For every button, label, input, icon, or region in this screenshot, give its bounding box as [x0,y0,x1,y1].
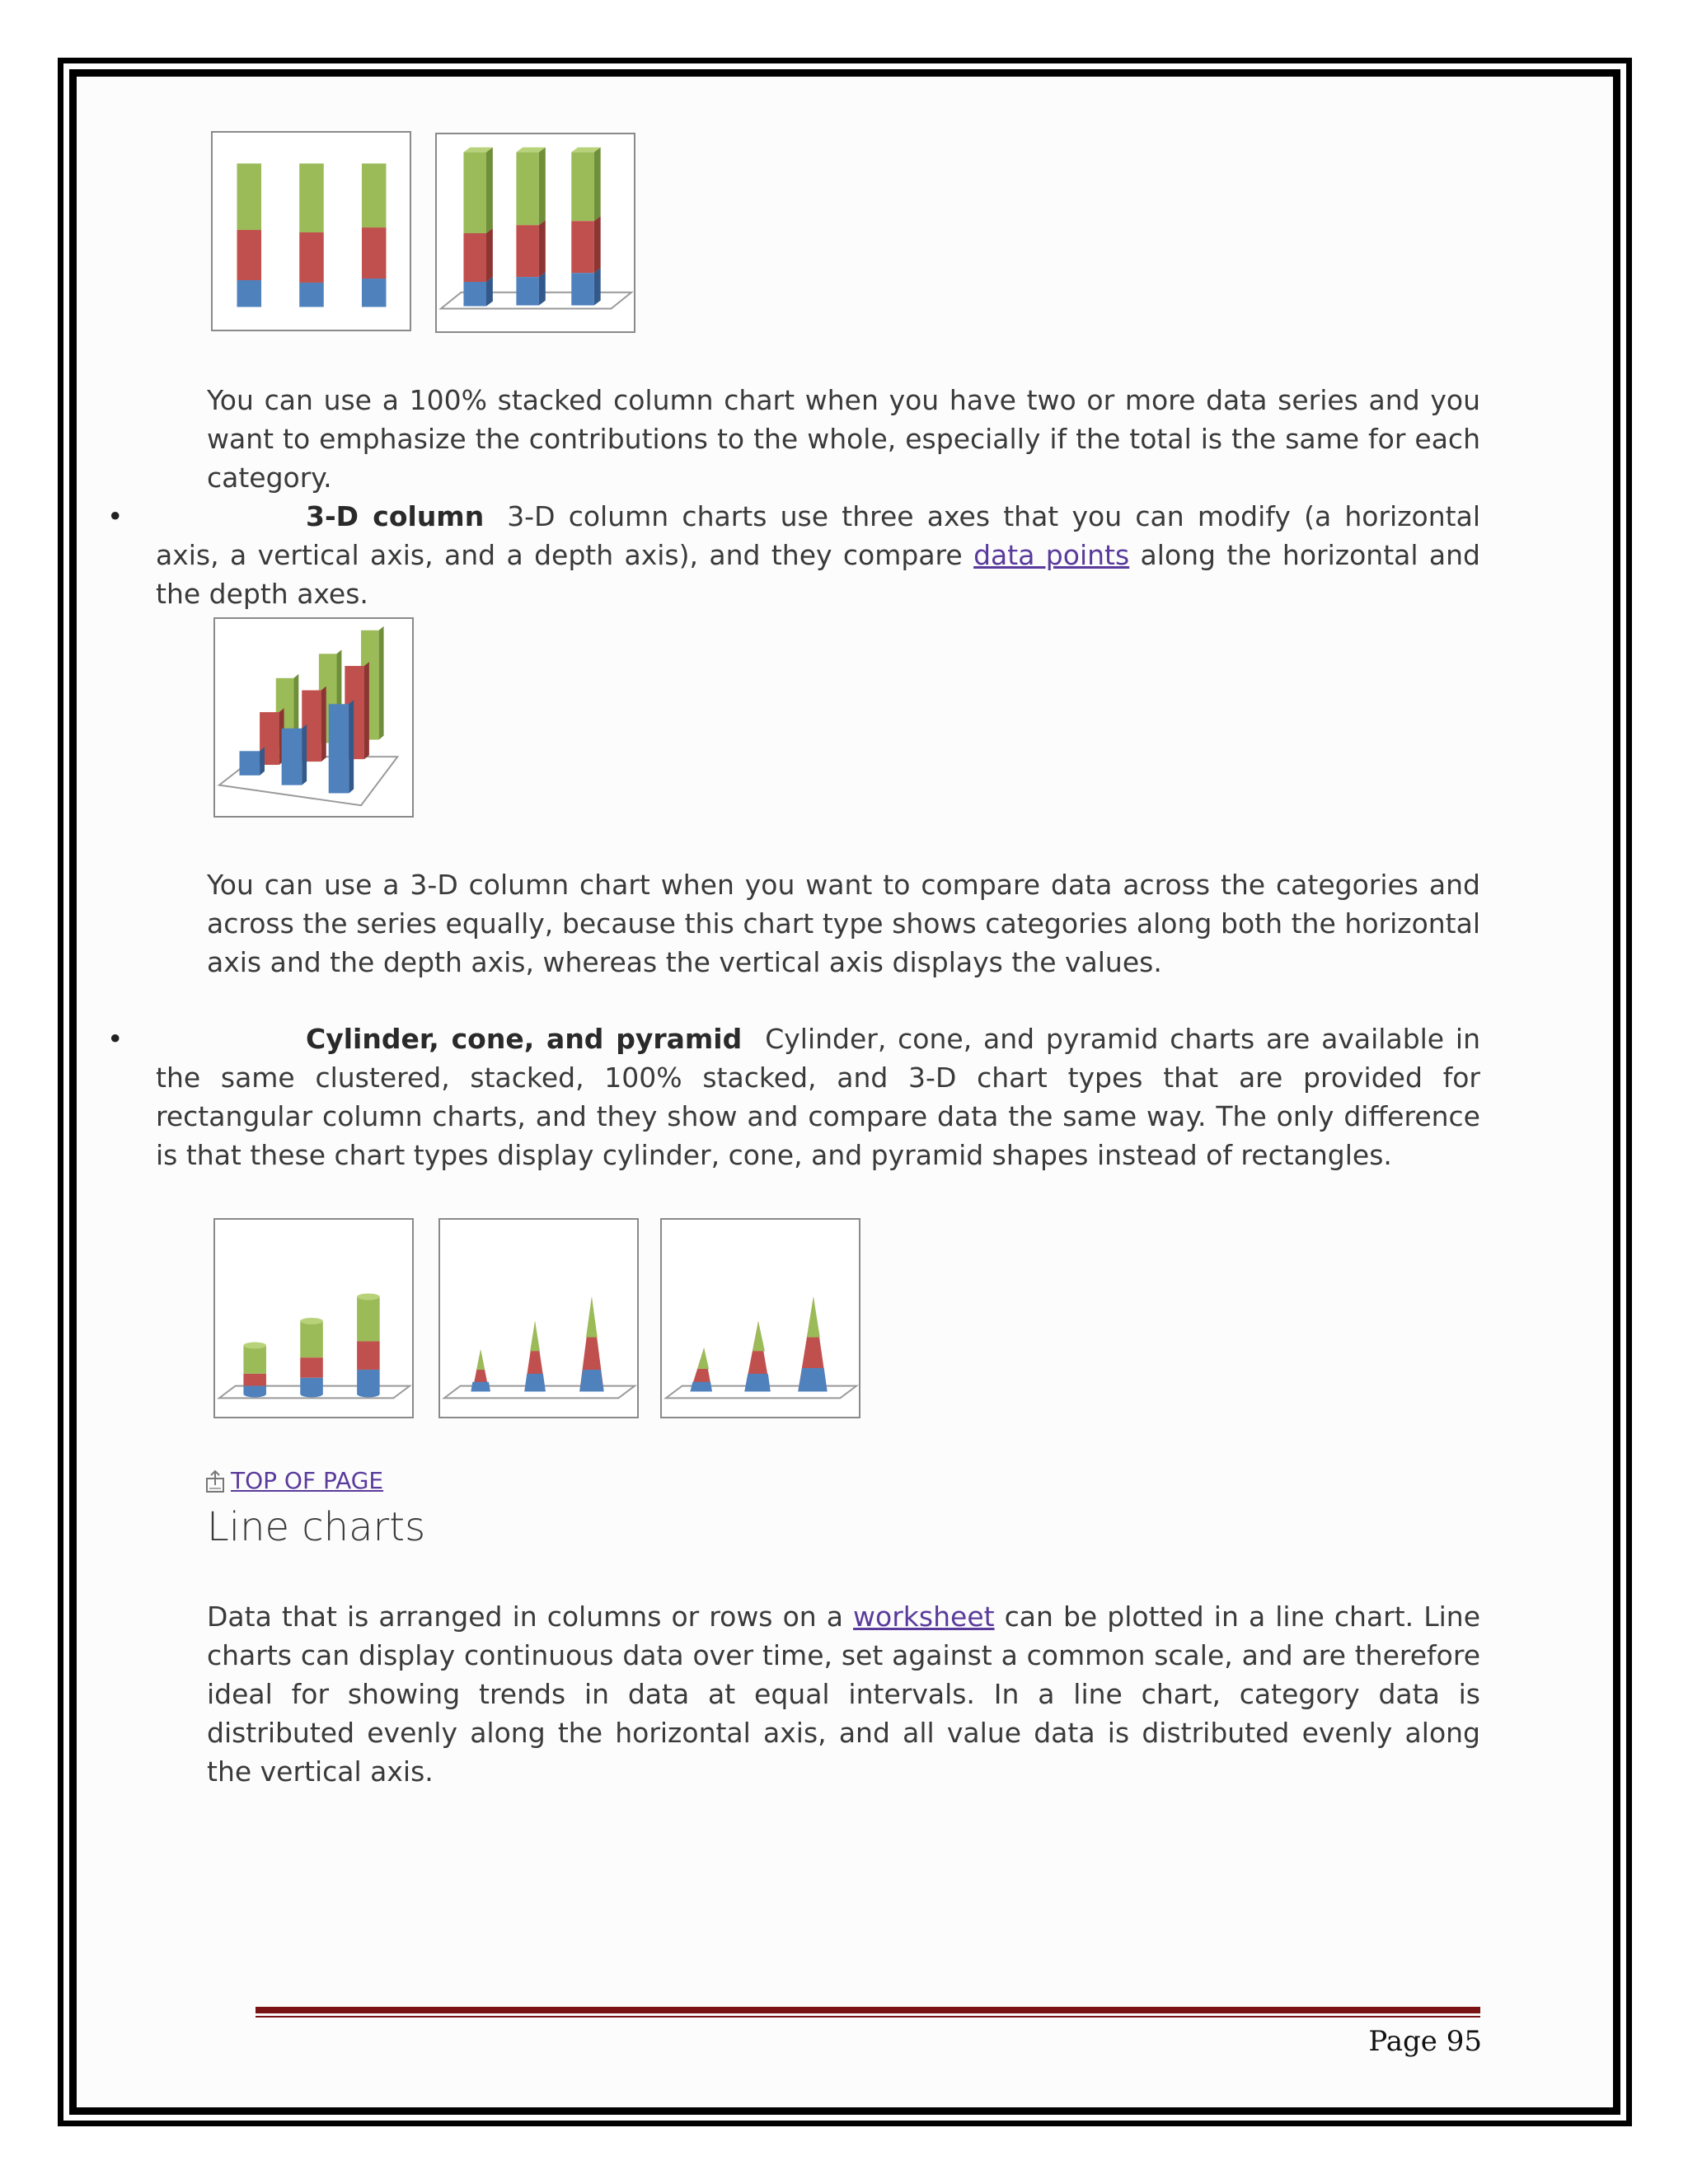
thumbnail-3d-column [213,617,414,818]
paragraph-3d-column: You can use a 3-D column chart when you want to compare data across the categories and across the series equally, because this chart type shows categories along both the horizontal axis and the depth axis, whereas the vertical axis displays the values. [207,869,1480,978]
thumbnail-cone-chart [438,1218,639,1418]
footer-rule-thin [256,2016,1480,2018]
bullet-marker: • [107,1023,124,1055]
bullet-cylinder-cone-pyramid [156,1019,1480,1174]
bullet-text-3d-column-after: along the horizontal and the depth axes. [156,539,1480,610]
thumbnail-cylinder-chart [213,1218,414,1418]
footer-rule [256,2007,1480,2013]
top-of-page-link-group [204,1467,383,1495]
thumbnail-100-stacked-column-3d [435,133,635,333]
section-heading-line-charts: Line charts [207,1504,426,1550]
line-charts-text-after: can be plotted in a line chart. Line charts can display continuous data over time, set against a common scale, and are therefore ideal for showing trends in data at equal intervals. In a line chart, category data is distributed evenly along the horizontal axis, and all value data is distributed evenly along the vertical axis. [207,1601,1480,1788]
thumbnail-pyramid-chart [660,1218,860,1418]
paragraph-100-stacked-column: You can use a 100% stacked column chart when you have two or more data series and you want to emphasize the contributions to the whole, especially if the total is the same for each category. [207,384,1480,494]
bullet-title-3d-column: 3-D column [306,500,485,532]
upload-arrow-icon [204,1469,226,1493]
bullet-marker: • [107,500,124,532]
line-charts-text-before: Data that is arranged in columns or rows on a [207,1601,854,1633]
page-number: Page 95 [1368,2025,1482,2058]
paragraph-line-charts [207,1597,1480,1791]
thumbnail-100-stacked-column-2d [211,131,411,331]
bullet-title-cylinder-cone-pyramid: Cylinder, cone, and pyramid [306,1023,743,1055]
bullet-3d-column [156,497,1480,613]
worksheet-link[interactable]: worksheet [853,1601,995,1633]
data-points-link[interactable]: data points [973,539,1130,571]
bullet-text-3d-column-before: 3-D column charts use three axes that you can modify (a horizontal axis, a vertical axis, and a depth axis), and they compare [156,500,1480,571]
bullet-text-cylinder-cone-pyramid: Cylinder, cone, and pyramid charts are available in the same clustered, stacked, 100% stacked, and 3-D chart types that are provided for rectangular column charts, and they show and compare data the same way. The only difference is that these chart types display cylinder, cone, and pyramid shapes instead of rectangles. [156,1023,1480,1171]
top-of-page-link[interactable]: TOP OF PAGE [231,1467,384,1494]
